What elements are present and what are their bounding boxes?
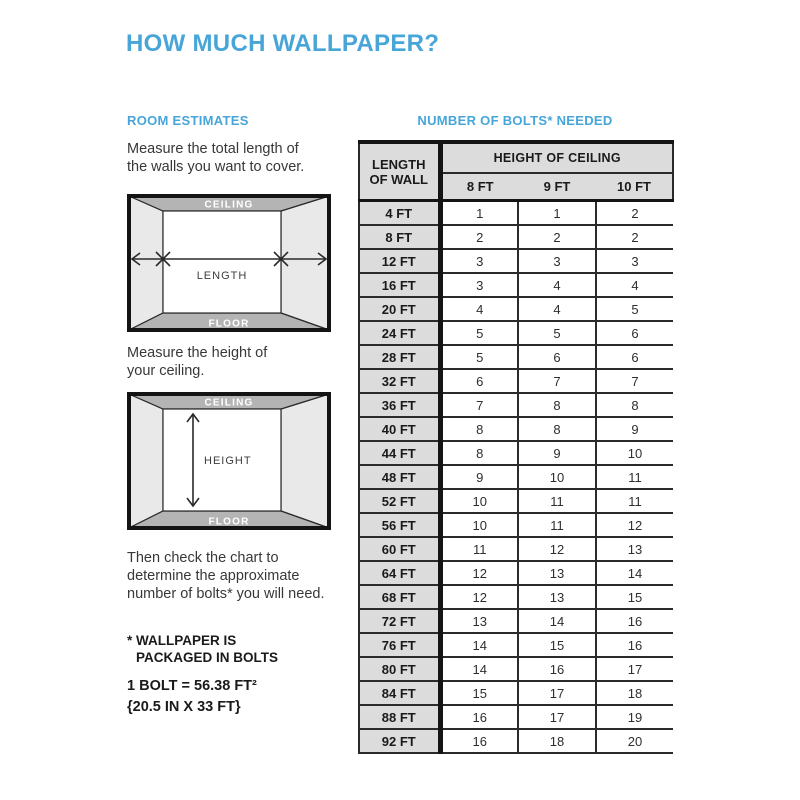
bolt-count-cell: 16 [440,729,518,753]
bolt-count-cell: 13 [518,585,596,609]
check-chart-instruction [127,549,357,603]
wall-length-cell: 36 FT [359,393,440,417]
bolt-count-cell: 5 [596,297,673,321]
table-row [359,273,673,297]
para1-line2: the walls you want to cover. [127,159,305,175]
bolt-count-cell: 6 [596,321,673,345]
wall-length-cell: 88 FT [359,705,440,729]
wall-length-cell: 4 FT [359,201,440,226]
note-line2: PACKAGED IN BOLTS [136,649,279,665]
height-of-ceiling-header: HEIGHT OF CEILING [440,142,673,173]
bolt-count-cell: 4 [596,273,673,297]
wall-length-cell: 76 FT [359,633,440,657]
table-row [359,441,673,465]
table-row [359,201,673,226]
wall-length-cell: 44 FT [359,441,440,465]
bolt-count-cell: 11 [518,513,596,537]
bolt-count-cell: 12 [440,561,518,585]
bolt-count-cell: 11 [518,489,596,513]
bolt-count-cell: 19 [596,705,673,729]
bolt-count-cell: 1 [518,201,596,226]
bolt-count-cell: 8 [596,393,673,417]
wall-length-cell: 68 FT [359,585,440,609]
bolt-count-cell: 14 [440,657,518,681]
wall-length-cell: 52 FT [359,489,440,513]
bolt-count-cell: 4 [518,273,596,297]
wall-length-cell: 48 FT [359,465,440,489]
table-row [359,585,673,609]
bolt-spec-line1: 1 BOLT = 56.38 FT² [127,678,257,694]
column-header-8ft: 8 FT [440,173,518,201]
bolt-count-cell: 17 [518,681,596,705]
table-row [359,729,673,753]
wall-length-cell: 60 FT [359,537,440,561]
wall-length-cell: 56 FT [359,513,440,537]
bolt-count-cell: 9 [440,465,518,489]
wall-length-cell: 92 FT [359,729,440,753]
bolt-count-cell: 10 [596,441,673,465]
bolt-count-cell: 15 [518,633,596,657]
bolt-count-cell: 8 [440,441,518,465]
bolt-count-cell: 4 [518,297,596,321]
table-header-row-1 [359,142,673,173]
bolt-count-cell: 17 [596,657,673,681]
table-row [359,393,673,417]
left-wall-shape [129,394,163,528]
bolt-table-body [359,201,673,754]
bolt-count-cell: 12 [440,585,518,609]
wallpaper-packaging-note [127,633,278,666]
table-row [359,249,673,273]
col1-header-line1: LENGTH [372,156,426,172]
wall-length-cell: 84 FT [359,681,440,705]
bolt-count-cell: 10 [518,465,596,489]
wall-length-cell: 8 FT [359,225,440,249]
bolt-count-cell: 5 [518,321,596,345]
bolts-needed-table [358,140,674,754]
bolt-count-cell: 9 [518,441,596,465]
bolt-count-cell: 6 [440,369,518,393]
table-row [359,657,673,681]
bolt-count-cell: 2 [596,225,673,249]
para1-line1: Measure the total length of [127,141,299,157]
wall-length-cell: 12 FT [359,249,440,273]
wall-length-cell: 20 FT [359,297,440,321]
bolt-count-cell: 16 [518,657,596,681]
bolt-count-cell: 3 [596,249,673,273]
page-title: HOW MUCH WALLPAPER? [126,30,440,57]
length-measure-label: LENGTH [196,270,248,282]
height-measure-label: HEIGHT [204,455,252,467]
table-row [359,465,673,489]
bolt-count-cell: 9 [596,417,673,441]
bolt-count-cell: 3 [440,273,518,297]
wall-length-cell: 24 FT [359,321,440,345]
measure-length-instruction [127,140,357,176]
bolt-count-cell: 16 [596,633,673,657]
bolt-count-cell: 14 [518,609,596,633]
wall-length-cell: 32 FT [359,369,440,393]
bolt-count-cell: 8 [518,417,596,441]
wall-length-cell: 72 FT [359,609,440,633]
ceiling-label: CEILING [204,199,254,211]
table-row [359,297,673,321]
table-row [359,537,673,561]
bolt-count-cell: 8 [440,417,518,441]
room-length-diagram [127,194,331,332]
wall-length-cell: 28 FT [359,345,440,369]
bolt-count-cell: 15 [440,681,518,705]
room-height-diagram [127,392,331,530]
back-wall-shape [163,211,281,313]
bolt-count-cell: 2 [440,225,518,249]
table-row [359,321,673,345]
table-row [359,633,673,657]
bolt-count-cell: 1 [440,201,518,226]
bolt-count-cell: 15 [596,585,673,609]
bolt-count-cell: 18 [596,681,673,705]
para3-line2: determine the approximate [127,568,300,584]
para3-line3: number of bolts* you will need. [127,586,325,602]
bolt-count-cell: 5 [440,321,518,345]
bolt-count-cell: 14 [440,633,518,657]
para2-line2: your ceiling. [127,363,205,379]
bolt-count-cell: 2 [596,201,673,226]
right-wall-shape [281,394,329,528]
wall-length-cell: 64 FT [359,561,440,585]
bolt-count-cell: 13 [440,609,518,633]
bolt-count-cell: 16 [596,609,673,633]
bolt-count-cell: 10 [440,513,518,537]
bolt-count-cell: 7 [440,393,518,417]
para3-line1: Then check the chart to [127,550,279,566]
bolt-count-cell: 8 [518,393,596,417]
floor-label: FLOOR [208,318,250,330]
bolt-count-cell: 4 [440,297,518,321]
wall-length-cell: 80 FT [359,657,440,681]
table-row [359,609,673,633]
bolt-count-cell: 16 [440,705,518,729]
table-row [359,561,673,585]
table-row [359,345,673,369]
note-line1: * WALLPAPER IS [127,633,237,648]
bolt-spec-line2: {20.5 IN X 33 FT} [127,699,241,715]
floor-label: FLOOR [208,516,250,528]
bolt-count-cell: 11 [440,537,518,561]
table-row [359,225,673,249]
bolt-count-cell: 7 [596,369,673,393]
room-estimates-heading: ROOM ESTIMATES [127,113,249,128]
ceiling-label: CEILING [204,397,254,409]
bolt-count-cell: 12 [596,513,673,537]
table-row [359,489,673,513]
col1-header-line2: OF WALL [369,171,428,187]
wall-length-cell: 40 FT [359,417,440,441]
table-row [359,513,673,537]
bolt-count-cell: 6 [596,345,673,369]
bolt-count-cell: 20 [596,729,673,753]
table-row [359,681,673,705]
para2-line1: Measure the height of [127,345,268,361]
bolt-count-cell: 12 [518,537,596,561]
bolt-count-cell: 6 [518,345,596,369]
wall-length-cell: 16 FT [359,273,440,297]
measure-height-instruction [127,344,357,380]
bolt-count-cell: 5 [440,345,518,369]
bolt-size-spec [127,676,257,718]
table-row [359,705,673,729]
table-row [359,369,673,393]
bolt-count-cell: 3 [518,249,596,273]
bolt-count-cell: 7 [518,369,596,393]
bolt-count-cell: 11 [596,489,673,513]
bolt-count-cell: 2 [518,225,596,249]
bolt-count-cell: 11 [596,465,673,489]
bolt-count-cell: 14 [596,561,673,585]
column-header-10ft: 10 FT [596,173,673,201]
bolt-count-cell: 17 [518,705,596,729]
bolts-needed-heading: NUMBER OF BOLTS* NEEDED [417,113,613,128]
bolt-count-cell: 18 [518,729,596,753]
length-of-wall-header [359,142,440,201]
bolt-count-cell: 13 [596,537,673,561]
column-header-9ft: 9 FT [518,173,596,201]
table-row [359,417,673,441]
bolt-count-cell: 13 [518,561,596,585]
bolt-count-cell: 10 [440,489,518,513]
bolt-count-cell: 3 [440,249,518,273]
